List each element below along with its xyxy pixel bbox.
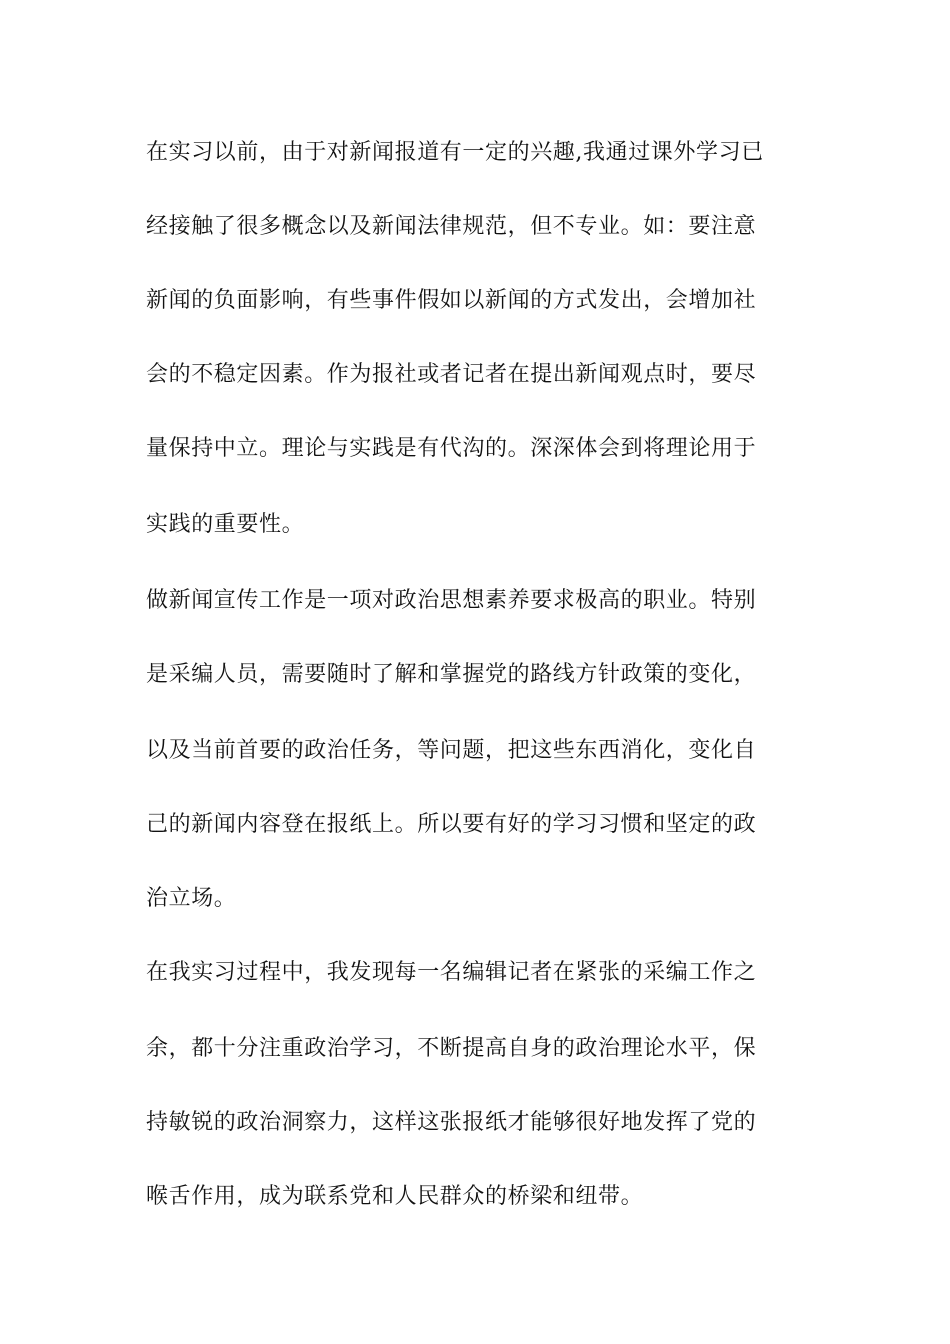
text-line: 会的不稳定因素。作为报社或者记者在提出新闻观点时，要尽 bbox=[146, 362, 757, 387]
text-line: 是采编人员，需要随时了解和掌握党的路线方针政策的变化， bbox=[146, 662, 757, 687]
text-line: 在我实习过程中，我发现每一名编辑记者在紧张的采编工作之 bbox=[146, 960, 757, 985]
text-line: 持敏锐的政治洞察力，这样这张报纸才能够很好地发挥了党的 bbox=[146, 1110, 757, 1135]
text-line: 做新闻宣传工作是一项对政治思想素养要求极高的职业。特别 bbox=[146, 588, 757, 613]
text-line: 己的新闻内容登在报纸上。所以要有好的学习习惯和坚定的政 bbox=[146, 812, 757, 837]
text-line: 以及当前首要的政治任务，等问题，把这些东西消化，变化自 bbox=[146, 738, 757, 763]
text-line: 量保持中立。理论与实践是有代沟的。深深体会到将理论用于 bbox=[146, 436, 757, 461]
text-line: 喉舌作用，成为联系党和人民群众的桥梁和纽带。 bbox=[146, 1184, 644, 1209]
text-line: 经接触了很多概念以及新闻法律规范，但不专业。如：要注意 bbox=[146, 214, 757, 239]
text-line: 余，都十分注重政治学习，不断提高自身的政治理论水平，保 bbox=[146, 1036, 757, 1061]
text-line: 治立场。 bbox=[146, 886, 237, 911]
text-line: 实践的重要性。 bbox=[146, 512, 305, 537]
text-line: 新闻的负面影响，有些事件假如以新闻的方式发出，会增加社 bbox=[146, 288, 757, 313]
text-line: 在实习以前，由于对新闻报道有一定的兴趣,我通过课外学习已 bbox=[146, 140, 764, 165]
